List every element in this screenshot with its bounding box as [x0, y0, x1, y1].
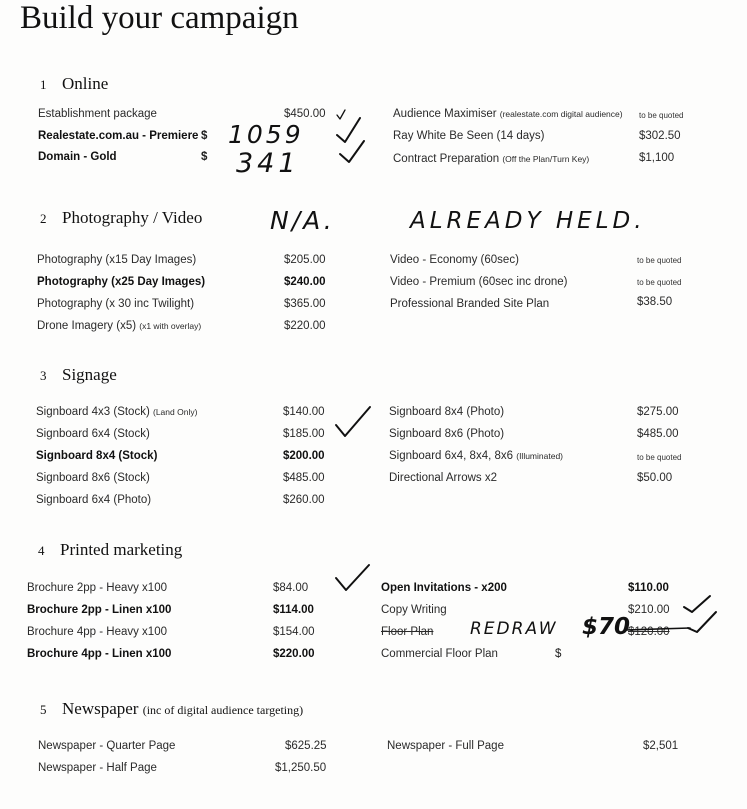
item-ray-white-be-seen: Ray White Be Seen (14 days)	[393, 130, 545, 142]
price-signboard-6x4-stock: $185.00	[283, 428, 325, 440]
section-newspaper-heading	[40, 699, 303, 719]
item-audience-maximiser	[393, 108, 623, 120]
handwritten-redraw: REDRAW	[470, 619, 558, 639]
checkmark-icon	[688, 612, 716, 632]
price-brochure-4pp-heavy: $154.00	[273, 626, 315, 638]
item-label: Signboard 6x4, 8x4, 8x6	[389, 450, 514, 462]
item-contract-preparation	[393, 153, 589, 165]
section-photo-heading	[40, 208, 202, 228]
price-photo-x15: $205.00	[284, 254, 326, 266]
item-brochure-4pp-linen: Brochure 4pp - Linen x100	[27, 648, 172, 660]
price-brochure-2pp-linen: $114.00	[273, 604, 314, 616]
price-video-premium: to be quoted	[637, 278, 682, 287]
price-signboard-8x4-stock: $200.00	[283, 450, 325, 462]
item-photo-x30: Photography (x 30 inc Twilight)	[37, 298, 195, 310]
handwritten-domain-price: 341	[236, 148, 300, 179]
item-signboard-8x4-photo: Signboard 8x4 (Photo)	[389, 406, 505, 418]
price-photo-x25: $240.00	[284, 276, 326, 288]
section-printed-heading	[38, 540, 182, 560]
currency-symbol: $	[201, 130, 208, 142]
price-newspaper-half: $1,250.50	[275, 762, 327, 774]
price-signboard-8x6-stock: $485.00	[283, 472, 325, 484]
item-signboard-8x6-photo: Signboard 8x6 (Photo)	[389, 428, 505, 440]
price-audience-maximiser: to be quoted	[639, 111, 684, 120]
item-signboard-4x3-stock	[36, 406, 197, 418]
item-newspaper-full: Newspaper - Full Page	[387, 740, 504, 752]
currency-symbol: $	[555, 648, 562, 660]
handwritten-premiere-price: 1059	[228, 120, 304, 149]
price-establishment-package: $450.00	[284, 108, 326, 120]
section-subtitle: (inc of digital audience targeting)	[142, 703, 304, 717]
handwritten-already-held: ALREADY HELD.	[410, 208, 646, 234]
item-newspaper-half: Newspaper - Half Page	[38, 762, 157, 774]
price-ray-white-be-seen: $302.50	[639, 130, 681, 142]
price-signboard-illuminated: to be quoted	[637, 453, 682, 462]
item-signboard-8x6-stock: Signboard 8x6 (Stock)	[36, 472, 150, 484]
checkmark-icon	[684, 596, 710, 612]
item-label: Audience Maximiser	[393, 108, 497, 120]
page-title: Build your campaign	[20, 0, 299, 36]
section-number: 3	[40, 368, 47, 383]
item-site-plan: Professional Branded Site Plan	[390, 298, 550, 310]
item-signboard-6x4-stock: Signboard 6x4 (Stock)	[36, 428, 150, 440]
item-note: (x1 with overlay)	[139, 321, 202, 331]
item-open-invitations: Open Invitations - x200	[381, 582, 507, 594]
checkmark-icon	[337, 118, 360, 142]
price-copy-writing: $210.00	[628, 604, 670, 616]
item-note: (Illuminated)	[516, 451, 564, 461]
item-note: (Off the Plan/Turn Key)	[502, 154, 590, 164]
item-video-economy: Video - Economy (60sec)	[390, 254, 519, 266]
item-copy-writing: Copy Writing	[381, 604, 447, 616]
price-signboard-6x4-photo: $260.00	[283, 494, 325, 506]
item-brochure-2pp-linen: Brochure 2pp - Linen x100	[27, 604, 172, 616]
checkmark-icon	[340, 141, 364, 162]
section-number: 2	[40, 211, 47, 226]
section-title: Signage	[62, 365, 117, 384]
handwritten-70: $70	[582, 614, 631, 640]
item-brochure-4pp-heavy: Brochure 4pp - Heavy x100	[27, 626, 167, 638]
item-signboard-6x4-photo: Signboard 6x4 (Photo)	[36, 494, 152, 506]
checkmark-icon	[336, 407, 370, 436]
currency-symbol: $	[201, 151, 208, 163]
item-establishment-package: Establishment package	[38, 108, 157, 120]
item-video-premium: Video - Premium (60sec inc drone)	[390, 276, 568, 288]
item-domain-gold: Domain - Gold	[38, 151, 117, 163]
item-commercial-floor-plan: Commercial Floor Plan	[381, 648, 498, 660]
price-video-economy: to be quoted	[637, 256, 682, 265]
section-number: 5	[40, 702, 47, 717]
item-directional-arrows: Directional Arrows x2	[389, 472, 498, 484]
item-signboard-illuminated	[389, 450, 563, 462]
section-title: Newspaper	[62, 699, 139, 718]
price-photo-x30: $365.00	[284, 298, 326, 310]
price-floor-plan-struck: $120.00	[628, 626, 670, 638]
price-signboard-8x6-photo: $485.00	[637, 428, 679, 440]
item-signboard-8x4-stock: Signboard 8x4 (Stock)	[36, 450, 158, 462]
price-newspaper-quarter: $625.25	[285, 740, 327, 752]
item-note: (Land Only)	[153, 407, 198, 417]
item-label: Signboard 4x3 (Stock)	[36, 406, 150, 418]
section-title: Printed marketing	[60, 540, 183, 559]
section-title: Online	[62, 74, 109, 93]
section-number: 4	[38, 543, 45, 558]
checkmark-icon	[336, 565, 369, 590]
section-signage-heading	[40, 365, 117, 385]
price-contract-preparation: $1,100	[639, 152, 675, 164]
item-photo-x25: Photography (x25 Day Images)	[37, 276, 206, 288]
item-label: Drone Imagery (x5)	[37, 320, 137, 332]
price-directional-arrows: $50.00	[637, 472, 673, 484]
item-realestate-premiere: Realestate.com.au - Premiere	[38, 130, 199, 142]
price-drone-imagery: $220.00	[284, 320, 326, 332]
section-online-heading	[40, 74, 108, 94]
price-brochure-4pp-linen: $220.00	[273, 648, 315, 660]
item-note: (realestate.com digital audience)	[499, 109, 623, 119]
price-signboard-8x4-photo: $275.00	[637, 406, 679, 418]
handwritten-na: N/A.	[270, 206, 335, 235]
price-brochure-2pp-heavy: $84.00	[273, 582, 309, 594]
item-drone-imagery	[37, 320, 201, 332]
item-brochure-2pp-heavy: Brochure 2pp - Heavy x100	[27, 582, 167, 594]
item-floor-plan-struck: Floor Plan	[381, 626, 434, 638]
price-signboard-4x3-stock: $140.00	[283, 406, 325, 418]
checkmark-icon	[337, 110, 345, 119]
price-newspaper-full: $2,501	[643, 740, 679, 752]
price-site-plan: $38.50	[637, 296, 673, 308]
item-newspaper-quarter: Newspaper - Quarter Page	[38, 740, 176, 752]
price-open-invitations: $110.00	[628, 582, 669, 594]
section-title: Photography / Video	[62, 208, 203, 227]
section-number: 1	[40, 77, 47, 92]
item-label: Contract Preparation	[393, 153, 500, 165]
item-photo-x15: Photography (x15 Day Images)	[37, 254, 197, 266]
